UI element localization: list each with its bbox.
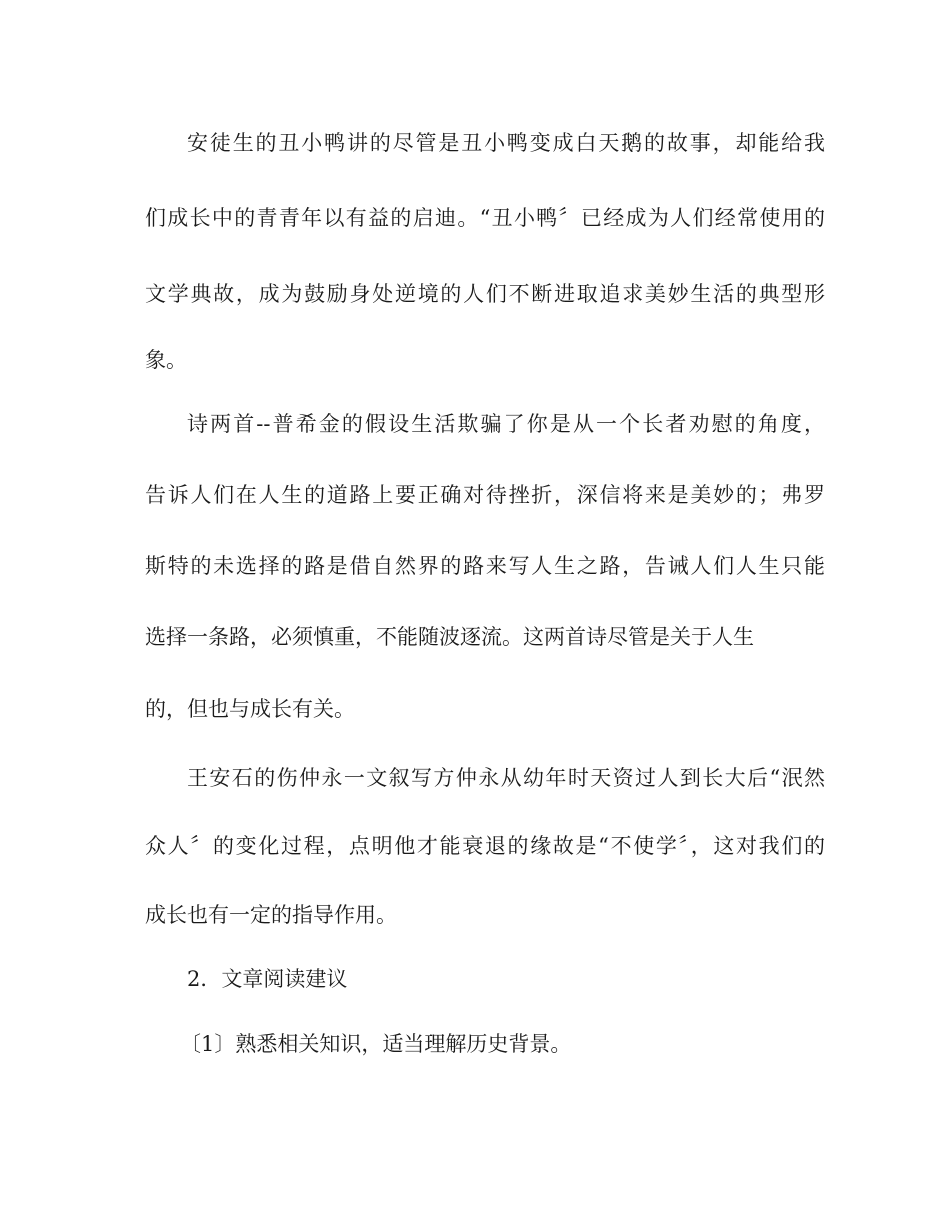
paragraph-2-line-5: 的，但也与成长有关。 bbox=[145, 697, 355, 721]
paragraph-1-line-1: 安徒生的丑小鸭讲的尽管是丑小鸭变成白天鹅的故事，却能给我 bbox=[187, 131, 825, 155]
paragraph-2-line-4: 选择一条路，必须慎重，不能随波逐流。这两首诗尽管是关于人生 bbox=[145, 625, 754, 649]
reading-suggestion-item: 〔1〕熟悉相关知识，适当理解历史背景。 bbox=[180, 1032, 572, 1056]
paragraph-1-line-3: 文学典故，成为鼓励身处逆境的人们不断进取追求美妙生活的典型形 bbox=[145, 282, 825, 306]
section-heading: 2．文章阅读建议 bbox=[187, 967, 348, 991]
paragraph-1-line-4: 象。 bbox=[145, 348, 187, 372]
paragraph-1-line-2: 们成长中的青青年以有益的启迪。“丑小鸭〞已经成为人们经常使用的 bbox=[145, 206, 825, 230]
paragraph-2-line-3: 斯特的未选择的路是借自然界的路来写人生之路，告诫人们人生只能 bbox=[145, 554, 825, 578]
paragraph-3-line-2: 众人〞的变化过程，点明他才能衰退的缘故是“不使学〞，这对我们的 bbox=[145, 834, 825, 858]
paragraph-2-line-1: 诗两首--普希金的假设生活欺骗了你是从一个长者劝慰的角度， bbox=[187, 412, 825, 436]
paragraph-3-line-3: 成长也有一定的指导作用。 bbox=[145, 903, 397, 927]
paragraph-2-line-2: 告诉人们在人生的道路上要正确对待挫折，深信将来是美妙的；弗罗 bbox=[145, 483, 825, 507]
paragraph-3-line-1: 王安石的伤仲永一文叙写方仲永从幼年时天资过人到长大后“泯然 bbox=[187, 766, 825, 790]
